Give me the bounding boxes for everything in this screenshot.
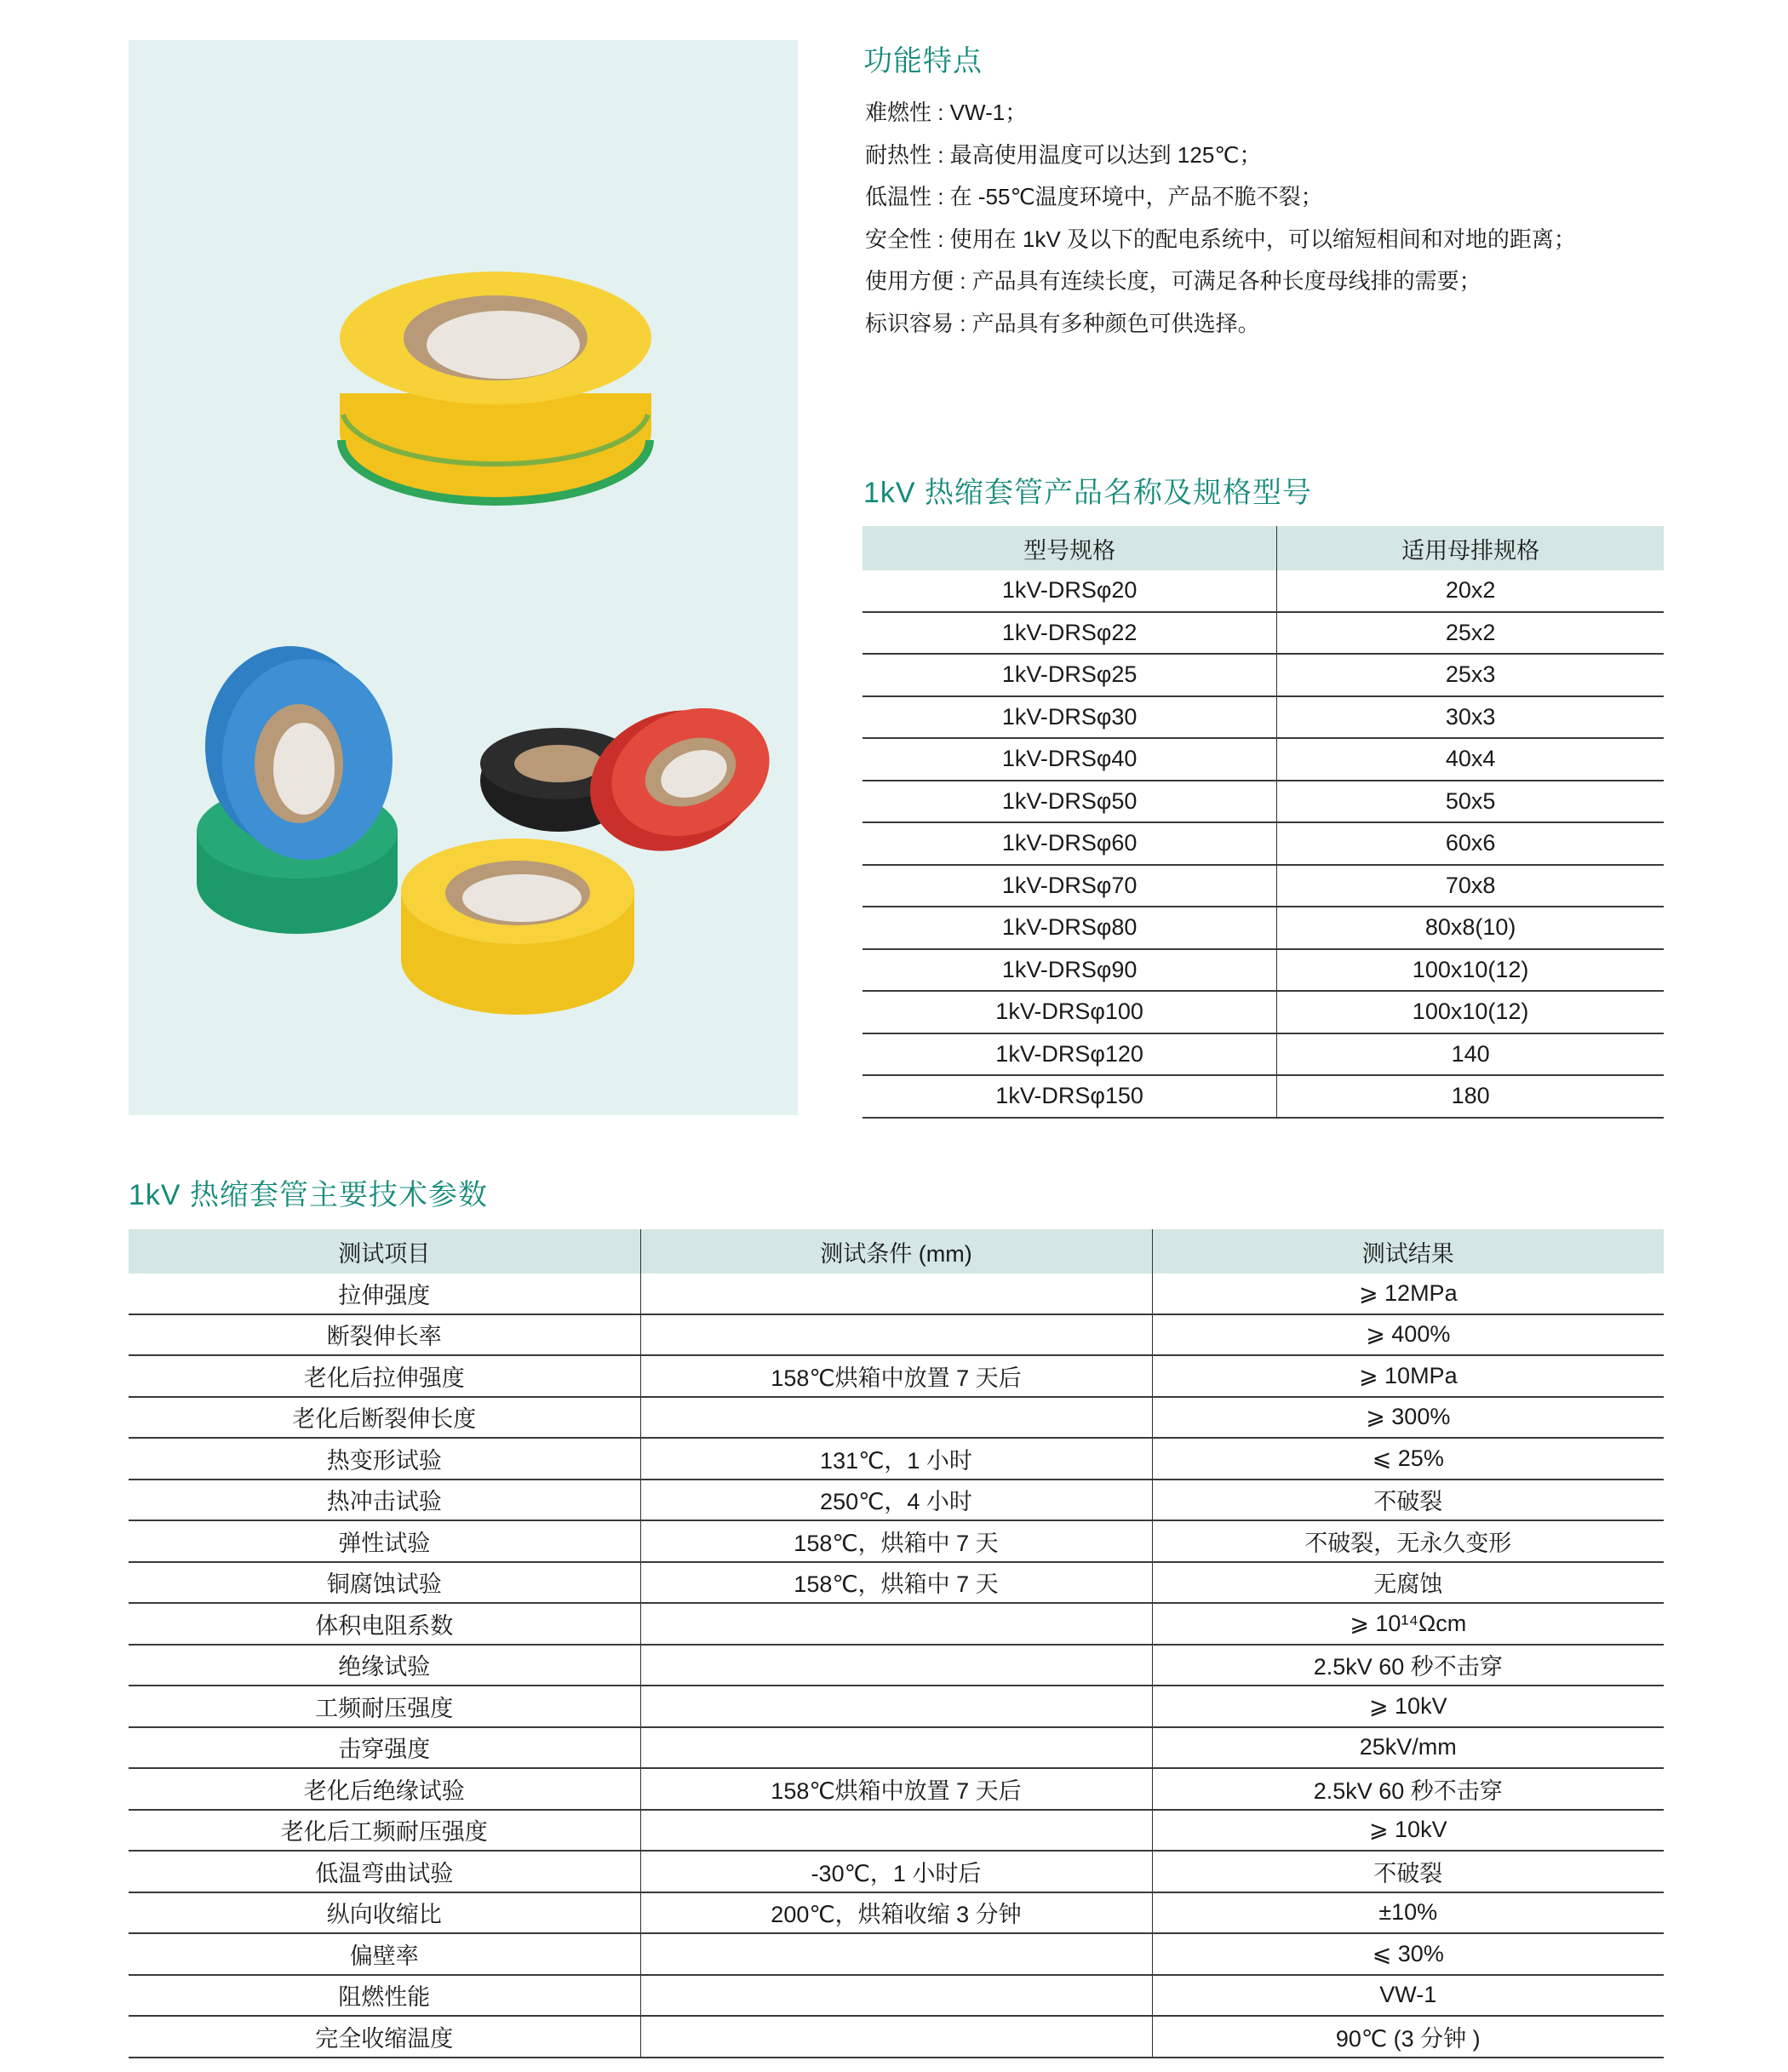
table-cell: 250℃，4 小时 (640, 1480, 1152, 1521)
spec-header-busbar: 适用母排规格 (1277, 526, 1664, 570)
table-row (129, 1686, 1664, 1727)
table-row (129, 1397, 1664, 1439)
table-row (129, 1810, 1664, 1852)
table-cell: 老化后断裂伸长度 (129, 1397, 640, 1439)
table-row (862, 696, 1664, 739)
feature-item: 耐热性 : 最高使用温度可以达到 125℃； (865, 141, 1262, 168)
table-cell: 20x2 (1277, 570, 1664, 612)
table-cell: 老化后工频耐压强度 (129, 1810, 640, 1852)
feature-item: 使用方便 : 产品具有连续长度，可满足各种长度母线排的需要； (865, 268, 1481, 294)
table-cell: 140 (1277, 1033, 1664, 1076)
table-cell: 弹性试验 (129, 1520, 640, 1562)
table-cell: 158℃烘箱中放置 7 天后 (640, 1355, 1152, 1397)
table-row (129, 1274, 1664, 1314)
table-row (862, 570, 1664, 612)
spec-table (862, 526, 1664, 1119)
table-cell: 不破裂 (1152, 1851, 1664, 1892)
table-row (129, 1355, 1664, 1397)
table-cell: ⩽ 30% (1152, 1933, 1664, 1975)
table-cell: 25kV/mm (1152, 1727, 1664, 1769)
table-row (129, 2016, 1664, 2058)
table-cell (640, 1314, 1152, 1356)
table-row (862, 949, 1664, 992)
table-cell: 工频耐压强度 (129, 1686, 640, 1727)
table-cell: 131℃，1 小时 (640, 1438, 1152, 1480)
params-header-result: 测试结果 (1152, 1229, 1664, 1274)
spec-header-model: 型号规格 (862, 526, 1277, 570)
table-cell: 不破裂，无永久变形 (1152, 1520, 1664, 1562)
table-cell: 2.5kV 60 秒不击穿 (1152, 1768, 1664, 1810)
table-cell: 1kV-DRSφ80 (862, 907, 1277, 949)
table-cell (640, 1645, 1152, 1686)
table-cell: 完全收缩温度 (129, 2016, 640, 2058)
table-cell: 1kV-DRSφ22 (862, 612, 1277, 655)
red-tube-roll (570, 687, 788, 874)
table-cell: ⩾ 300% (1152, 1397, 1664, 1439)
table-row (129, 1603, 1664, 1645)
spec-table-title: 1kV 热缩套管产品名称及规格型号 (863, 477, 1313, 509)
table-row (862, 654, 1664, 696)
table-row (862, 612, 1664, 655)
table-row (862, 822, 1664, 865)
table-cell: 偏壁率 (129, 1933, 640, 1975)
table-row (129, 1975, 1664, 2017)
table-cell (640, 1933, 1152, 1975)
table-cell: 纵向收缩比 (129, 1892, 640, 1934)
table-cell: 158℃，烘箱中 7 天 (640, 1562, 1152, 1604)
table-cell: 断裂伸长率 (129, 1314, 640, 1356)
table-cell: ⩾ 10¹⁴Ωcm (1152, 1603, 1664, 1645)
table-cell: 70x8 (1277, 865, 1664, 907)
table-cell: 体积电阻系数 (129, 1603, 640, 1645)
table-cell: 老化后绝缘试验 (129, 1768, 640, 1810)
table-cell: ±10% (1152, 1892, 1664, 1934)
table-cell: 158℃烘箱中放置 7 天后 (640, 1768, 1152, 1810)
table-cell: 阻燃性能 (129, 1975, 640, 2017)
yellow-tube-roll (401, 839, 634, 1015)
table-cell (640, 1975, 1152, 2017)
table-cell: 1kV-DRSφ20 (862, 570, 1277, 612)
yellow-green-tube-roll (340, 272, 651, 501)
table-cell: 拉伸强度 (129, 1274, 640, 1314)
table-cell: 老化后拉伸强度 (129, 1355, 640, 1397)
table-cell: ⩾ 10kV (1152, 1686, 1664, 1727)
table-row (862, 738, 1664, 781)
params-table-title: 1kV 热缩套管主要技术参数 (129, 1179, 489, 1211)
table-cell: 1kV-DRSφ120 (862, 1033, 1277, 1076)
table-row (129, 1520, 1664, 1562)
table-cell: ⩾ 10kV (1152, 1810, 1664, 1852)
table-row (862, 907, 1664, 949)
table-row (862, 991, 1664, 1033)
table-cell: 热冲击试验 (129, 1480, 640, 1521)
table-row (129, 1727, 1664, 1769)
table-cell: ⩾ 10MPa (1152, 1355, 1664, 1397)
table-cell: 1kV-DRSφ70 (862, 865, 1277, 907)
table-row (129, 1562, 1664, 1604)
table-cell: ⩾ 12MPa (1152, 1274, 1664, 1314)
params-header-condition: 测试条件 (mm) (640, 1229, 1152, 1274)
table-cell: 1kV-DRSφ90 (862, 949, 1277, 992)
table-cell: 2.5kV 60 秒不击穿 (1152, 1645, 1664, 1686)
product-photo (129, 40, 798, 1115)
table-row (129, 1768, 1664, 1810)
features-title: 功能特点 (863, 45, 983, 77)
feature-item: 安全性 : 使用在 1kV 及以下的配电系统中，可以缩短相间和对地的距离； (865, 226, 1576, 252)
table-cell: 30x3 (1277, 696, 1664, 739)
params-table (129, 1229, 1664, 2058)
table-cell: 60x6 (1277, 822, 1664, 865)
table-cell: 40x4 (1277, 738, 1664, 781)
table-cell: 25x2 (1277, 612, 1664, 655)
table-cell: ⩾ 400% (1152, 1314, 1664, 1356)
table-cell: 1kV-DRSφ40 (862, 738, 1277, 781)
table-cell: 1kV-DRSφ150 (862, 1075, 1277, 1118)
table-cell (640, 1810, 1152, 1852)
table-cell: 180 (1277, 1075, 1664, 1118)
table-cell: -30℃，1 小时后 (640, 1851, 1152, 1892)
table-row (862, 781, 1664, 823)
table-cell: 低温弯曲试验 (129, 1851, 640, 1892)
table-cell: 80x8(10) (1277, 907, 1664, 949)
table-cell: 100x10(12) (1277, 991, 1664, 1033)
table-row (129, 1438, 1664, 1480)
table-cell (640, 1603, 1152, 1645)
table-cell (640, 1397, 1152, 1439)
features-list (865, 92, 1576, 345)
table-cell: 1kV-DRSφ50 (862, 781, 1277, 823)
table-cell: 1kV-DRSφ60 (862, 822, 1277, 865)
feature-item: 低温性 : 在 -55℃温度环境中，产品不脆不裂； (865, 184, 1323, 209)
table-cell: 铜腐蚀试验 (129, 1562, 640, 1604)
params-header-item: 测试项目 (129, 1229, 640, 1274)
table-cell: 1kV-DRSφ30 (862, 696, 1277, 739)
table-cell: 热变形试验 (129, 1438, 640, 1480)
table-cell: 90℃ (3 分钟 ) (1152, 2016, 1664, 2058)
table-row (862, 1033, 1664, 1076)
table-cell (640, 1686, 1152, 1727)
table-row (129, 1314, 1664, 1356)
table-cell (640, 1727, 1152, 1769)
table-row (129, 1892, 1664, 1934)
table-cell: 50x5 (1277, 781, 1664, 823)
table-row (129, 1480, 1664, 1521)
table-cell: 绝缘试验 (129, 1645, 640, 1686)
feature-item: 难燃性 : VW-1； (865, 100, 1028, 125)
table-cell (640, 1274, 1152, 1314)
table-cell: 1kV-DRSφ25 (862, 654, 1277, 696)
table-row (129, 1645, 1664, 1686)
table-cell: 200℃，烘箱收缩 3 分钟 (640, 1892, 1152, 1934)
table-row (129, 1851, 1664, 1892)
table-row (862, 865, 1664, 907)
table-cell: 158℃，烘箱中 7 天 (640, 1520, 1152, 1562)
table-cell: 25x3 (1277, 654, 1664, 696)
table-cell: 无腐蚀 (1152, 1562, 1664, 1604)
table-cell: VW-1 (1152, 1975, 1664, 2017)
table-cell: 击穿强度 (129, 1727, 640, 1769)
table-cell: ⩽ 25% (1152, 1438, 1664, 1480)
table-cell: 1kV-DRSφ100 (862, 991, 1277, 1033)
table-cell: 不破裂 (1152, 1480, 1664, 1521)
blue-tube-roll (197, 646, 398, 934)
feature-item: 标识容易 : 产品具有多种颜色可供选择。 (865, 310, 1260, 336)
table-row (129, 1933, 1664, 1975)
table-cell (640, 2016, 1152, 2058)
table-row (862, 1075, 1664, 1118)
table-cell: 100x10(12) (1277, 949, 1664, 992)
